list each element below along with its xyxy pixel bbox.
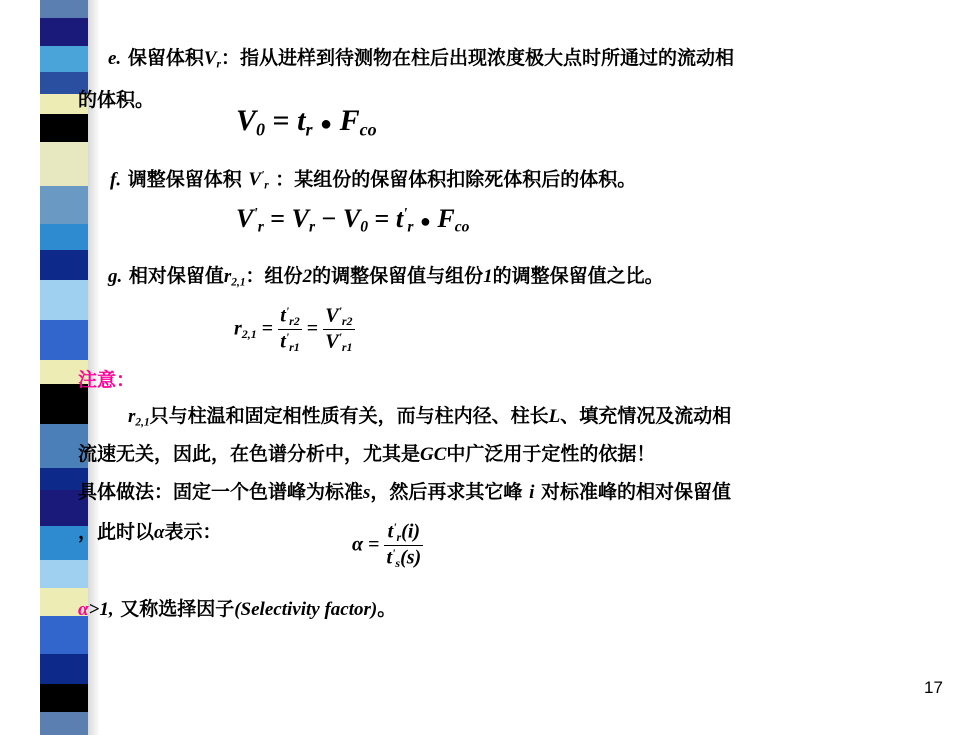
item-g-symbol: $r_{2,1}$ [223,266,246,289]
item-f-letter: f. [110,169,122,191]
item-e-letter: e. [108,48,122,69]
note-paragraph-5: α>1, 又称选择因子(Selectivity factor)。 [78,598,397,620]
item-e-line1 [108,46,734,76]
fraction-v: $\frac{V'_{r2}}{V'_{r1}}$ [325,304,353,355]
note-paragraph-2: 流速无关，因此，在色谱分析中，尤其是GC中广泛用于定性的依据！ [78,443,656,465]
item-e-title: 保留体积 [127,47,204,69]
fraction-t: $\frac{t'_{r2}}{t'_{r1}}$ [280,304,300,355]
formula-adjusted-volume: $V'_r = V_r - V_0 = t'_r$ ● $F_{co}$ [236,204,470,236]
formula-alpha: α = $\frac{t'_r(i)}{t'_s(s)}$ [352,520,422,571]
item-e-definition: ：指从进样到待测物在柱后出现浓度极大点时所通过的流动相 [220,47,734,69]
fraction-alpha: $\frac{t'_r(i)}{t'_s(s)}$ [386,520,422,571]
note-paragraph-4: ，此时以α表示： [78,521,222,543]
item-e-symbol: $V_r$ [203,48,221,71]
item-f-definition: ：某组份的保留体积扣除死体积后的体积。 [275,168,637,191]
item-f-title: 调整保留体积 [127,168,242,191]
formula-dead-volume: $V_0 = t_r$ ● $F_{co}$ [236,104,377,140]
item-f-line [110,164,636,198]
page-number: 17 [924,678,943,697]
item-g-line: g. 相对保留值$r_{2,1}$：组份2的调整保留值与组份1的调整保留值之比。 [108,265,664,289]
note-heading: 注意： [78,369,136,391]
item-g-title: 相对保留值 [128,265,224,287]
item-e-line2: 的体积。 [78,89,155,111]
item-g-letter: g. [108,266,123,287]
note-paragraph-1: $r_{2,1}$只与柱温和固定相性质有关，而与柱内径、柱长L、填充情况及流动相 [128,405,732,429]
item-f-symbol: $V'_r$ [248,169,269,192]
formula-relative-retention: $r_{2,1}$ = $\frac{t'_{r2}}{t'_{r1}}$ = $\frac{V'_{r2}}{V'_{r1}}$ [234,304,353,355]
note-paragraph-3: 具体做法：固定一个色谱峰为标准s，然后再求其它峰 i 对标准峰的相对保留值 [78,481,731,503]
